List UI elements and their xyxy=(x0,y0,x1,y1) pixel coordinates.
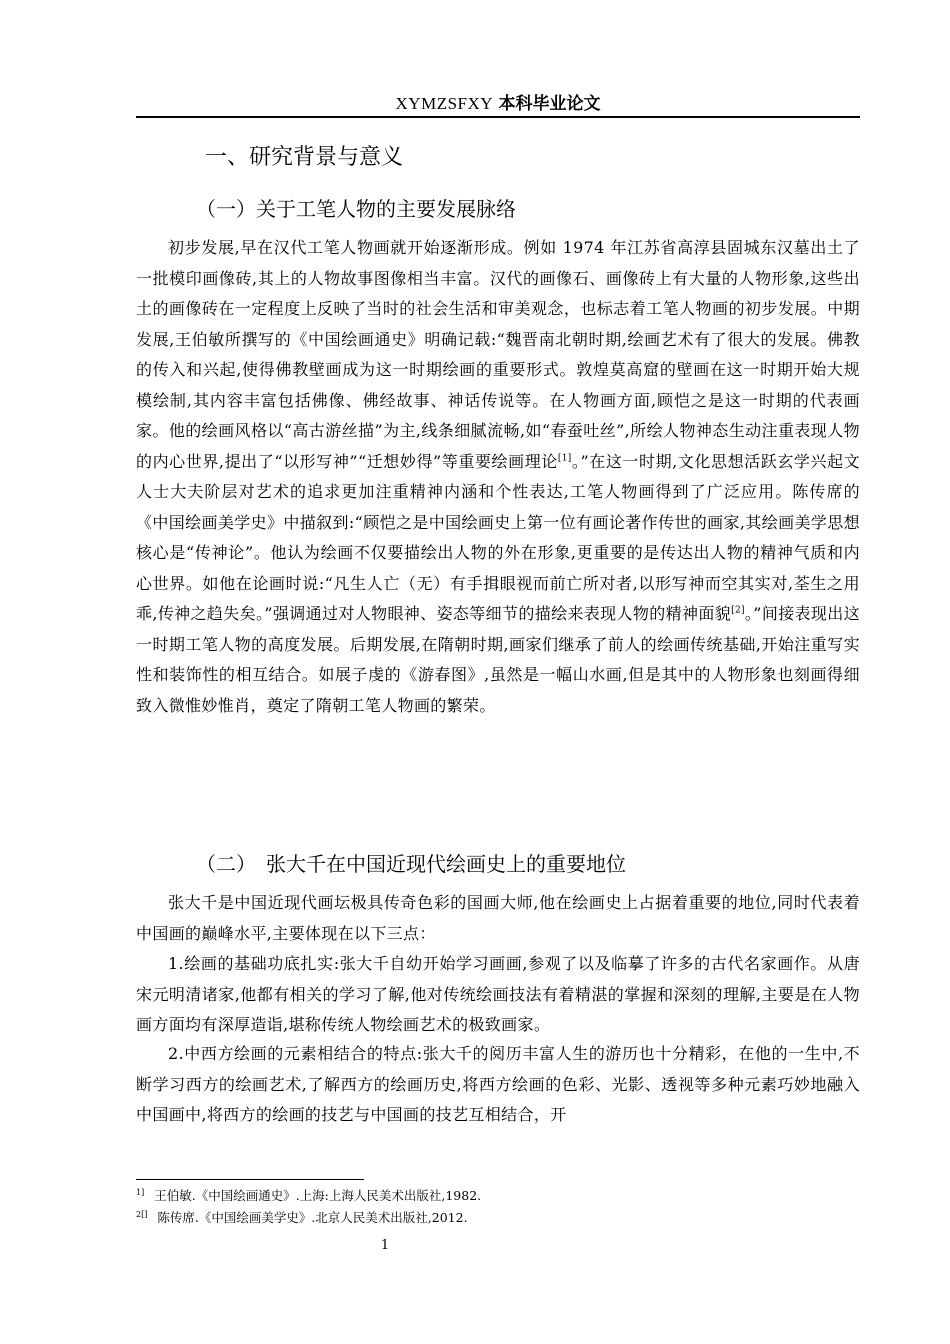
footnote-text: 陈传席.《中国绘画美学史》.北京人民美术出版社,2012. xyxy=(157,1210,468,1225)
paragraph-point-2: 2.中西方绘画的元素相结合的特点:张大千的阅历丰富人生的游历也十分精彩，在他的一生中,不断学习西方的绘画艺术,了解西方的绘画历史,将西方绘画的色彩、光影、透视等多种元素巧妙地融入中国画中,将西方的绘画的技艺与中国画的技艺互相结合，开 xyxy=(136,1044,860,1124)
footnote-divider xyxy=(136,1179,364,1180)
paragraph-development xyxy=(136,233,860,721)
paragraph-text: 初步发展,早在汉代工笔人物画就开始逐渐形成。例如 1974 年江苏省高淳县固城东汉墓出土了一批模印画像砖,其上的人物故事图像相当丰富。汉代的画像石、画像砖上有大量的人物形象,这些出土的画像砖在一定程度上反映了当时的社会生活和审美观念，也标志着工笔人物画的初步发展。中期发展,王伯敏所撰写的《中国绘画通史》明确记载:“魏晋南北朝时期,绘画艺术有了很大的发展。佛教的传入和兴起,使得佛教壁画成为这一时期绘画的重要形式。敦煌莫高窟的壁画在这一时期开始大规模绘制,其内容丰富包括佛像、佛经故事、神话传说等。在人物画方面,顾恺之是这一时期的代表画家。他的绘画风格以“高古游丝描”为主,线条细腻流畅,如“春蚕吐丝”,所绘人物神态生动注重表现人物的内心世界,提出了“以形写神”“迁想妙得”等重要绘画理论 xyxy=(136,238,860,471)
footnote-mark: 1] xyxy=(136,1187,145,1197)
header-code: XYMZSFXY xyxy=(395,94,494,113)
section-title: 一、研究背景与意义 xyxy=(205,145,404,170)
footnote-1 xyxy=(136,1187,481,1205)
paragraph-intro: 张大千是中国近现代画坛极具传奇色彩的国画大师,他在绘画史上占据着重要的地位,同时代表着中国画的巅峰水平,主要体现在以下三点： xyxy=(136,893,860,943)
citation-ref-1[interactable]: [1] xyxy=(557,453,572,464)
paragraph-text: 。”间接表现出这一时期工笔人物的高度发展。后期发展,在隋朝时期,画家们继承了前人的绘画传统基础,开始注重写实性和装饰性的相互结合。如展子虔的《游春图》,虽然是一幅山水画,但是其中的人物形象也刻画得细致入微惟妙惟肖，奠定了隋朝工笔人物画的繁荣。 xyxy=(136,604,860,715)
citation-ref-2[interactable]: [2] xyxy=(731,605,745,616)
footnote-mark: 2[] xyxy=(136,1209,148,1219)
page-header xyxy=(136,92,860,118)
page-number: 1 xyxy=(380,1238,390,1253)
header-label: 本科毕业论文 xyxy=(498,94,601,114)
footnote-text: 王伯敏.《中国绘画通史》.上海:上海人民美术出版社,1982. xyxy=(154,1188,482,1203)
paragraph-point-1: 1.绘画的基础功底扎实:张大千自幼开始学习画画,参观了以及临摹了许多的古代名家画作。从唐宋元明清诸家,他都有相关的学习了解,他对传统绘画技法有着精湛的掌握和深刻的理解,主要是在人物画方面均有深厚造诣,堪称传统人物绘画艺术的极致画家。 xyxy=(136,954,860,1034)
subsection-title-1: （一）关于工笔人物的主要发展脉络 xyxy=(196,197,516,221)
paragraph-text: 。”在这一时期,文化思想活跃玄学兴起文人士大夫阶层对艺术的追求更加注重精神内涵和个性表达,工笔人物画得到了广泛应用。陈传席的《中国绘画美学史》中描叙到:“顾恺之是中国绘画史上第一位有画论著作传世的画家,其绘画美学思想核心是“传神论”。他认为绘画不仅要描绘出人物的外在形象,更重要的是传达出人物的精神气质和内心世界。如他在论画时说:“凡生人亡（无）有手揖眼视而前亡所对者,以形写神而空其实对,荃生之用乖,传神之趋失矣。”强调通过对人物眼神、姿态等细节的描绘来表现人物的精神面貌 xyxy=(136,451,861,623)
footnote-2 xyxy=(136,1209,468,1227)
subsection-title-2: （二） 张大千在中国近现代绘画史上的重要地位 xyxy=(196,852,626,876)
